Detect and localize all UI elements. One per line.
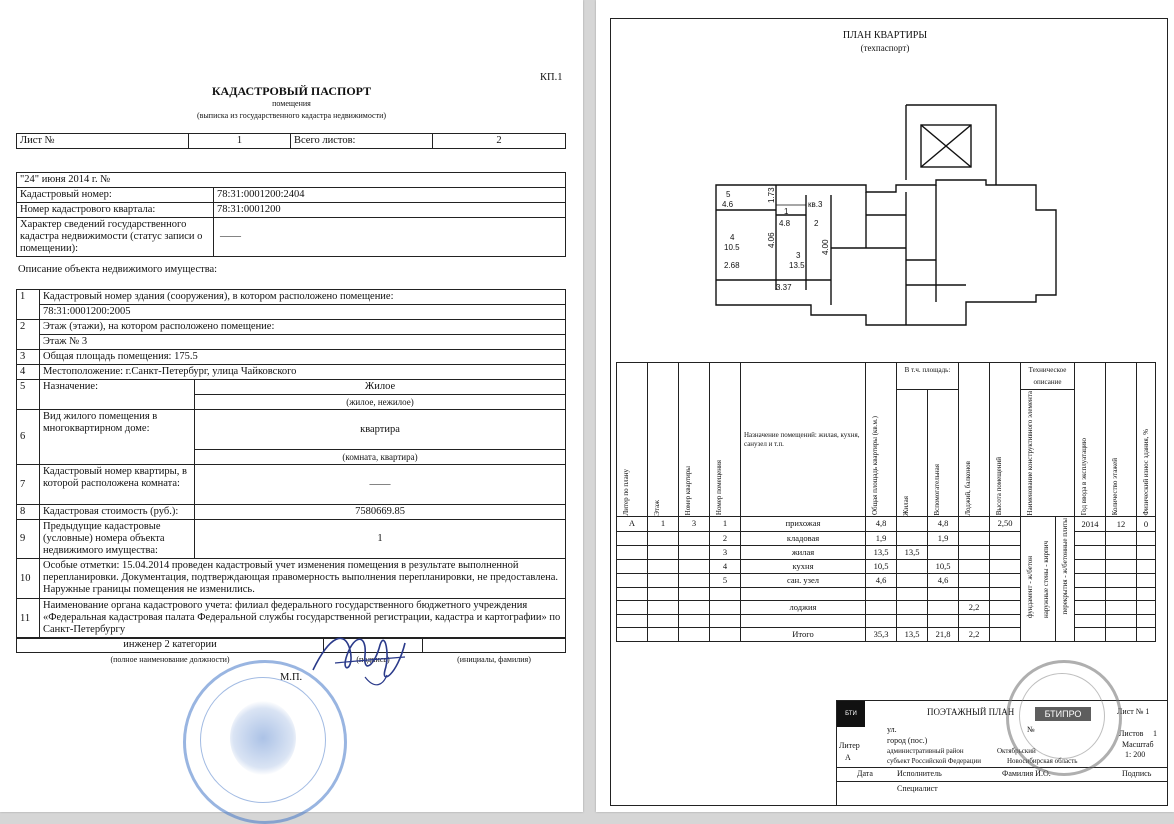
location: Местоположение: г.Санкт-Петербург, улица Чайковского [40, 365, 566, 380]
room-1-area: 4.8 [779, 219, 791, 228]
dim-406: 4.06 [767, 232, 776, 248]
cell-name: прихожая [741, 517, 866, 532]
cell-empty [1075, 628, 1106, 642]
room-4-number: 4 [730, 233, 735, 242]
cell-total: 4,6 [866, 574, 897, 588]
cell-live [897, 517, 928, 532]
specialist-label: Специалист [897, 784, 938, 793]
name-hint: (инициалы, фамилия) [457, 655, 531, 664]
room-5-number: 5 [726, 190, 731, 199]
hdr-auxiliary: Вспомогательная [933, 463, 941, 516]
dim-268: 2.68 [724, 261, 740, 270]
cell-loggia [959, 532, 990, 546]
cell-floor [648, 615, 679, 628]
registration-authority: Наименование органа кадастрового учета: филиал федерального государственного бюджетного учреждения «Федеральная кадастровая палата Федеральной службы государственной регистрации, кадастра и картографии» по Санкт-Петербургу [40, 599, 566, 639]
explication-row [617, 532, 1156, 546]
explication-row [617, 546, 1156, 560]
region-value: Новосибирская область [1007, 757, 1078, 765]
hdr-incl-area: В т.ч. площадь: [897, 363, 959, 390]
cell-name: кладовая [741, 532, 866, 546]
cell-empty [1106, 532, 1137, 546]
cad-number-label: Кадастровый номер: [17, 188, 214, 203]
hdr-tech-desc: Техническое описание [1021, 363, 1075, 390]
cell-aux: 4,8 [928, 517, 959, 532]
tech-walls: наружные стены - кирпич [1042, 540, 1050, 618]
previous-numbers-label: Предыдущие кадастровые (условные) номера объекта недвижимого имущества: [40, 520, 195, 559]
cell-name: Итого [741, 628, 866, 642]
position-hint: (полное наименование должности) [110, 655, 230, 664]
signature-label: Подпись [1122, 769, 1152, 778]
room-5-area: 4.6 [722, 200, 734, 209]
sheet-number: Лист № 1 [1117, 707, 1150, 716]
cell-apt [679, 628, 710, 642]
sheet-table [16, 133, 566, 149]
scale-value: 1: 200 [1125, 750, 1146, 759]
explication-row [617, 574, 1156, 588]
floor-label: Этаж (этажи), на котором расположено помещение: [40, 320, 566, 335]
cell-total: 35,3 [866, 628, 897, 642]
cell-height: 2,50 [990, 517, 1021, 532]
tech-slabs: перекрытия - ж/бетонные плиты [1061, 518, 1069, 615]
quarter-value: 78:31:0001200 [214, 203, 566, 218]
cell-apt [679, 588, 710, 601]
apartment-number-label: Кадастровый номер квартиры, в которой расположена комната: [40, 465, 195, 505]
cell-aux: 4,6 [928, 574, 959, 588]
previous-numbers-value: 1 [195, 520, 566, 559]
cell-apt [679, 532, 710, 546]
hdr-height: Высота помещений [995, 457, 1003, 516]
total-area: Общая площадь помещения: 175.5 [40, 350, 566, 365]
apartment-label: кв.3 [808, 200, 823, 209]
cell-floor [648, 628, 679, 642]
cell-loggia [959, 546, 990, 560]
cell-total [866, 601, 897, 615]
signature-table [16, 637, 566, 667]
region-label: субъект Российской Федерации [887, 757, 981, 765]
cell-loggia [959, 574, 990, 588]
hdr-room-no: Номер помещения [715, 460, 723, 516]
explication-row [617, 560, 1156, 574]
tech-foundation: фундамент - ж/бетон [1026, 555, 1034, 618]
cell-no: 2 [710, 532, 741, 546]
cell-floor [648, 560, 679, 574]
room-4-area: 10.5 [724, 243, 740, 252]
cell-height [990, 532, 1021, 546]
cell-empty [1106, 546, 1137, 560]
cadastral-passport-page [0, 0, 583, 812]
cell-height [990, 588, 1021, 601]
special-notes: Особые отметки: 15.04.2014 проведен кадастровый учет изменения помещения в результате выполненной перепланировки. Документация, подтверждающая правомерность выполнения перепланировки, не предоставлена. Наружные границы помещения не изменились. [40, 559, 566, 599]
row-num: 9 [17, 520, 40, 559]
cell-loggia [959, 560, 990, 574]
hdr-year: Год ввода в эксплуатацию [1080, 438, 1088, 516]
cell-aux: 1,9 [928, 532, 959, 546]
tech-desc-floors [1056, 517, 1075, 642]
cell-loggia: 2,2 [959, 628, 990, 642]
cell-height [990, 601, 1021, 615]
cell-empty [1137, 532, 1156, 546]
cell-apt [679, 560, 710, 574]
explication-row [617, 628, 1156, 642]
quarter-label: Номер кадастрового квартала: [17, 203, 214, 218]
corner-code: КП.1 [540, 72, 563, 83]
cell-name [741, 588, 866, 601]
executor-label: Исполнитель [897, 769, 942, 778]
cell-loggia [959, 588, 990, 601]
row-num: 8 [17, 505, 40, 520]
cell-aux: 10,5 [928, 560, 959, 574]
cell-floors: 12 [1106, 517, 1137, 532]
character-label: Характер сведений государственного кадастра недвижимости (статус записи о помещении): [17, 218, 214, 257]
page-title: КАДАСТРОВЫЙ ПАСПОРТ [211, 84, 372, 98]
cell-empty [1137, 601, 1156, 615]
cell-lit [617, 615, 648, 628]
dim-400: 4.00 [821, 239, 830, 255]
cell-empty [1075, 560, 1106, 574]
cell-apt [679, 546, 710, 560]
cell-live [897, 601, 928, 615]
cell-empty [1137, 588, 1156, 601]
premises-type-hint: (комната, квартира) [195, 450, 566, 465]
row-num: 3 [17, 350, 40, 365]
floor-plan-drawing [696, 80, 1066, 340]
identification-table [16, 172, 566, 257]
cell-floor: 1 [648, 517, 679, 532]
row-num: 1 [17, 290, 40, 320]
total-sheets-label: Всего листов: [291, 134, 433, 149]
row-num: 10 [17, 559, 40, 599]
cell-total [866, 588, 897, 601]
sheets-value: 1 [1153, 729, 1157, 738]
tech-desc-foundation-walls [1021, 517, 1056, 642]
subtitle-premises: помещения [272, 99, 311, 108]
bti-logo-small [837, 701, 865, 727]
cell-empty [1137, 615, 1156, 628]
cell-live: 13,5 [897, 628, 928, 642]
cell-loggia: 2,2 [959, 601, 990, 615]
cell-no: 1 [710, 517, 741, 532]
cell-lit [617, 560, 648, 574]
cell-lit [617, 588, 648, 601]
hdr-apartment: Номер квартиры [684, 466, 692, 516]
cell-apt [679, 574, 710, 588]
cell-aux [928, 546, 959, 560]
cell-empty [1137, 574, 1156, 588]
cell-no: 5 [710, 574, 741, 588]
room-1-number: 1 [784, 207, 789, 216]
cell-empty [1075, 588, 1106, 601]
dim-173: 1.73 [767, 187, 776, 203]
cell-live: 13,5 [897, 546, 928, 560]
bti-round-stamp [1006, 660, 1122, 776]
stamp-logo-a: БТИ [1044, 709, 1063, 719]
cell-total: 1,9 [866, 532, 897, 546]
cell-loggia [959, 615, 990, 628]
cell-no [710, 588, 741, 601]
total-sheets-value: 2 [433, 134, 566, 149]
seal-place-label: М.П. [280, 672, 303, 683]
explication-row [617, 615, 1156, 628]
hdr-loggia: Лоджий, балконов [964, 460, 972, 516]
explication-row [617, 588, 1156, 601]
cell-no [710, 601, 741, 615]
row-num: 7 [17, 465, 40, 505]
cell-floor [648, 588, 679, 601]
sign-hint: (подпись) [356, 655, 390, 664]
explication-row [617, 517, 1156, 532]
row-num: 6 [17, 410, 40, 465]
description-heading: Описание объекта недвижимого имущества: [18, 264, 218, 275]
cell-live [897, 560, 928, 574]
hdr-floor: Этаж [653, 499, 661, 516]
position: инженер 2 категории [17, 638, 324, 653]
room-2-number: 2 [814, 219, 819, 228]
official-seal [183, 660, 347, 824]
plan-title: ПЛАН КВАРТИРЫ [842, 30, 928, 41]
hdr-element: Наименование конструктивного элемента [1026, 391, 1034, 516]
room-3-area: 13.5 [789, 261, 805, 270]
room-3-number: 3 [796, 251, 801, 260]
cell-total: 4,8 [866, 517, 897, 532]
building-number-value: 78:31:0001200:2005 [40, 305, 566, 320]
cell-no [710, 628, 741, 642]
cell-floor [648, 574, 679, 588]
cell-no: 4 [710, 560, 741, 574]
cell-height [990, 574, 1021, 588]
stamp-logo-b: ПРО [1062, 709, 1082, 719]
scale-label: Масштаб [1122, 740, 1154, 749]
cadastral-value-label: Кадастровая стоимость (руб.): [40, 505, 195, 520]
character-value: —— [214, 218, 566, 257]
cell-aux [928, 588, 959, 601]
plan-subtitle: (техпаспорт) [860, 43, 910, 53]
cell-height [990, 628, 1021, 642]
row-num: 11 [17, 599, 40, 639]
sheet-value: 1 [189, 134, 291, 149]
floor-value: Этаж № 3 [40, 335, 566, 350]
cell-height [990, 546, 1021, 560]
district-value: Октябрьский [997, 747, 1036, 755]
cell-name: лоджия [741, 601, 866, 615]
cell-no: 3 [710, 546, 741, 560]
cell-empty [1075, 546, 1106, 560]
liter-value: А [845, 753, 851, 762]
sheets-label: Листов [1119, 729, 1144, 738]
hdr-floors: Количество этажей [1111, 458, 1119, 516]
cell-empty [1137, 560, 1156, 574]
liter-label: Литер [839, 741, 860, 750]
name-label: Фамилия И.О. [1002, 769, 1051, 778]
cell-wear: 0 [1137, 517, 1156, 532]
cell-floor [648, 546, 679, 560]
cell-aux [928, 601, 959, 615]
apartment-number-value: —— [195, 465, 566, 505]
date-label: Дата [857, 769, 873, 778]
purpose-value: Жилое [195, 380, 566, 395]
cell-floor [648, 601, 679, 615]
cell-apt: 3 [679, 517, 710, 532]
row-num: 2 [17, 320, 40, 350]
cad-number-value: 78:31:0001200:2404 [214, 188, 566, 203]
description-table [16, 289, 566, 639]
cell-aux: 21,8 [928, 628, 959, 642]
cell-empty [1137, 546, 1156, 560]
cell-empty [1075, 532, 1106, 546]
cell-year: 2014 [1075, 517, 1106, 532]
building-number-label: Кадастровый номер здания (сооружения), в котором расположено помещение: [40, 290, 566, 305]
cell-lit [617, 546, 648, 560]
cell-lit [617, 574, 648, 588]
explication-row [617, 601, 1156, 615]
cell-loggia [959, 517, 990, 532]
cell-height [990, 560, 1021, 574]
hdr-purpose: Назначение помещений: жилая, кухня, санузел и т.п. [741, 363, 866, 517]
row-num: 4 [17, 365, 40, 380]
hdr-liter: Литер по плану [622, 468, 630, 516]
hdr-total-area: Общая площадь квартиры (кв.м.) [871, 416, 879, 516]
city-label: город (пос.) [887, 736, 928, 745]
cell-empty [1075, 615, 1106, 628]
cell-name: кухня [741, 560, 866, 574]
subtitle-extract: (выписка из государственного кадастра недвижимости) [196, 111, 387, 120]
cell-apt [679, 615, 710, 628]
cell-name [741, 615, 866, 628]
cell-height [990, 615, 1021, 628]
cell-lit [617, 532, 648, 546]
cell-floor [648, 532, 679, 546]
hdr-wear: Физический износ здания, % [1142, 428, 1150, 516]
cell-name: жилая [741, 546, 866, 560]
cell-lit [617, 601, 648, 615]
cell-lit [617, 628, 648, 642]
cell-lit: А [617, 517, 648, 532]
cell-empty [1106, 588, 1137, 601]
cell-live [897, 574, 928, 588]
explication-table [616, 362, 1156, 642]
cell-total [866, 615, 897, 628]
sheet-label: Лист № [17, 134, 189, 149]
hdr-living: Жилая [902, 495, 910, 516]
dim-337: 3.37 [776, 283, 792, 292]
cell-name: сан. узел [741, 574, 866, 588]
floor-plan-page [596, 0, 1174, 812]
cadastral-value: 7580669.85 [195, 505, 566, 520]
cell-aux [928, 615, 959, 628]
cell-total: 13,5 [866, 546, 897, 560]
cell-live [897, 588, 928, 601]
cell-empty [1075, 601, 1106, 615]
cell-live [897, 532, 928, 546]
cell-empty [1106, 615, 1137, 628]
cell-apt [679, 601, 710, 615]
cell-empty [1106, 574, 1137, 588]
cell-live [897, 615, 928, 628]
premises-type-label: Вид жилого помещения в многоквартирном доме: [40, 410, 195, 465]
purpose-label: Назначение: [40, 380, 195, 410]
floor-plan-label: ПОЭТАЖНЫЙ ПЛАН [927, 707, 1015, 717]
cell-empty [1106, 560, 1137, 574]
cell-total: 10,5 [866, 560, 897, 574]
premises-type-value: квартира [195, 410, 566, 450]
date-line: "24" июня 2014 г. № [17, 173, 566, 188]
cell-no [710, 615, 741, 628]
street-label: ул. [887, 725, 897, 734]
logo-text-a: БТИ [845, 711, 857, 717]
cell-empty [1106, 628, 1137, 642]
purpose-hint: (жилое, нежилое) [195, 395, 566, 410]
cell-empty [1075, 574, 1106, 588]
district-label: административный район [887, 747, 964, 755]
cell-empty [1106, 601, 1137, 615]
row-num: 5 [17, 380, 40, 410]
number-label: № [1027, 725, 1035, 734]
cell-empty [1137, 628, 1156, 642]
